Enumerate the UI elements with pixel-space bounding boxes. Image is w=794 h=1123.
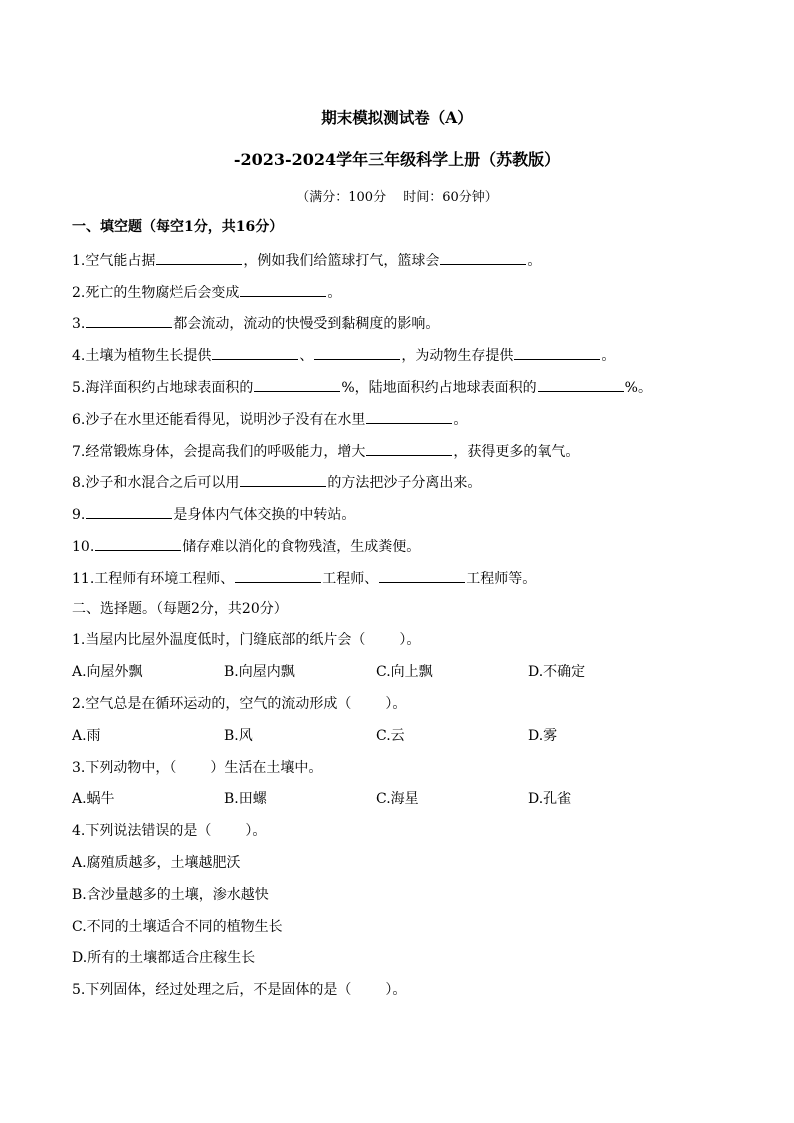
choice-options-2 [72, 726, 732, 758]
option-d[interactable]: D.孔雀 [528, 791, 572, 808]
answer-blank[interactable] [235, 567, 321, 583]
fill-question-2: 2.死亡的生物腐烂后会变成 。 [72, 281, 732, 313]
option-b[interactable]: B.风 [224, 727, 253, 744]
answer-blank[interactable] [314, 344, 400, 360]
fill-question-3: 3. 都会流动，流动的快慢受到黏稠度的影响。 [72, 312, 732, 344]
section1-heading: 一、填空题（每空1分，共16分） [72, 219, 284, 235]
choice-question-4: 4.下列说法错误的是（ ）。 [72, 823, 267, 840]
exam-subtitle: -2023-2024学年三年级科学上册（苏教版） [233, 150, 561, 169]
answer-blank[interactable] [212, 344, 298, 360]
exam-content [72, 217, 732, 1012]
answer-blank[interactable] [240, 471, 326, 487]
answer-blank[interactable] [86, 503, 172, 519]
option-c[interactable]: C.向上飘 [376, 664, 433, 681]
fill-question-6: 6.沙子在水里还能看得见，说明沙子没有在水里 。 [72, 408, 732, 440]
fill-question-1: 1.空气能占据 ，例如我们给篮球打气，篮球会 。 [72, 249, 732, 281]
choice-question-3: 3.下列动物中，（ ）生活在土壤中。 [72, 759, 323, 776]
option-c[interactable]: C.不同的土壤适合不同的植物生长 [72, 918, 283, 935]
section2-heading: 二、选择题。（每题2分，共20分） [72, 600, 288, 617]
answer-blank[interactable] [95, 535, 181, 551]
option-a[interactable]: A.蜗牛 [72, 791, 115, 808]
fill-question-7: 7.经常锻炼身体，会提高我们的呼吸能力，增大 ，获得更多的氧气。 [72, 440, 732, 472]
option-c[interactable]: C.海星 [376, 791, 419, 808]
answer-blank[interactable] [379, 567, 465, 583]
option-c[interactable]: C.云 [376, 727, 405, 744]
choice-options-3 [72, 789, 732, 821]
option-d[interactable]: D.雾 [528, 727, 558, 744]
fill-question-11: 11.工程师有环境工程师、 工程师、 工程师等。 [72, 567, 732, 599]
answer-blank[interactable] [156, 249, 242, 265]
fill-question-8: 8.沙子和水混合之后可以用 的方法把沙子分离出来。 [72, 471, 732, 503]
option-b[interactable]: B.含沙量越多的土壤，渗水越快 [72, 886, 269, 903]
choice-options-1 [72, 662, 732, 694]
option-b[interactable]: B.向屋内飘 [224, 664, 295, 681]
answer-blank[interactable] [240, 281, 326, 297]
fill-question-5: 5.海洋面积约占地球表面积的 %，陆地面积约占地球表面积的 %。 [72, 376, 732, 408]
answer-blank[interactable] [366, 408, 452, 424]
option-a[interactable]: A.腐殖质越多，土壤越肥沃 [72, 854, 241, 871]
option-a[interactable]: A.雨 [72, 727, 101, 744]
answer-blank[interactable] [538, 376, 624, 392]
fill-question-9: 9. 是身体内气体交换的中转站。 [72, 503, 732, 535]
option-d[interactable]: D.不确定 [528, 664, 586, 681]
fill-question-10: 10. 储存难以消化的食物残渣，生成粪便。 [72, 535, 732, 567]
choice-question-2: 2.空气总是在循环运动的，空气的流动形成（ ）。 [72, 695, 407, 712]
fill-question-4: 4.土壤为植物生长提供 、 ，为动物生存提供 。 [72, 344, 732, 376]
choice-question-1: 1.当屋内比屋外温度低时，门缝底部的纸片会（ ）。 [72, 632, 421, 649]
choice-question-5: 5.下列固体，经过处理之后，不是固体的是（ ）。 [72, 982, 407, 999]
answer-blank[interactable] [440, 249, 526, 265]
option-d[interactable]: D.所有的土壤都适合庄稼生长 [72, 950, 256, 967]
option-a[interactable]: A.向屋外飘 [72, 664, 143, 681]
exam-title: 期末模拟测试卷（A） [321, 108, 473, 127]
answer-blank[interactable] [86, 312, 172, 328]
answer-blank[interactable] [254, 376, 340, 392]
answer-blank[interactable] [366, 440, 452, 456]
exam-info: （满分：100分 时间：60分钟） [296, 190, 498, 205]
answer-blank[interactable] [514, 344, 600, 360]
option-b[interactable]: B.田螺 [224, 791, 267, 808]
